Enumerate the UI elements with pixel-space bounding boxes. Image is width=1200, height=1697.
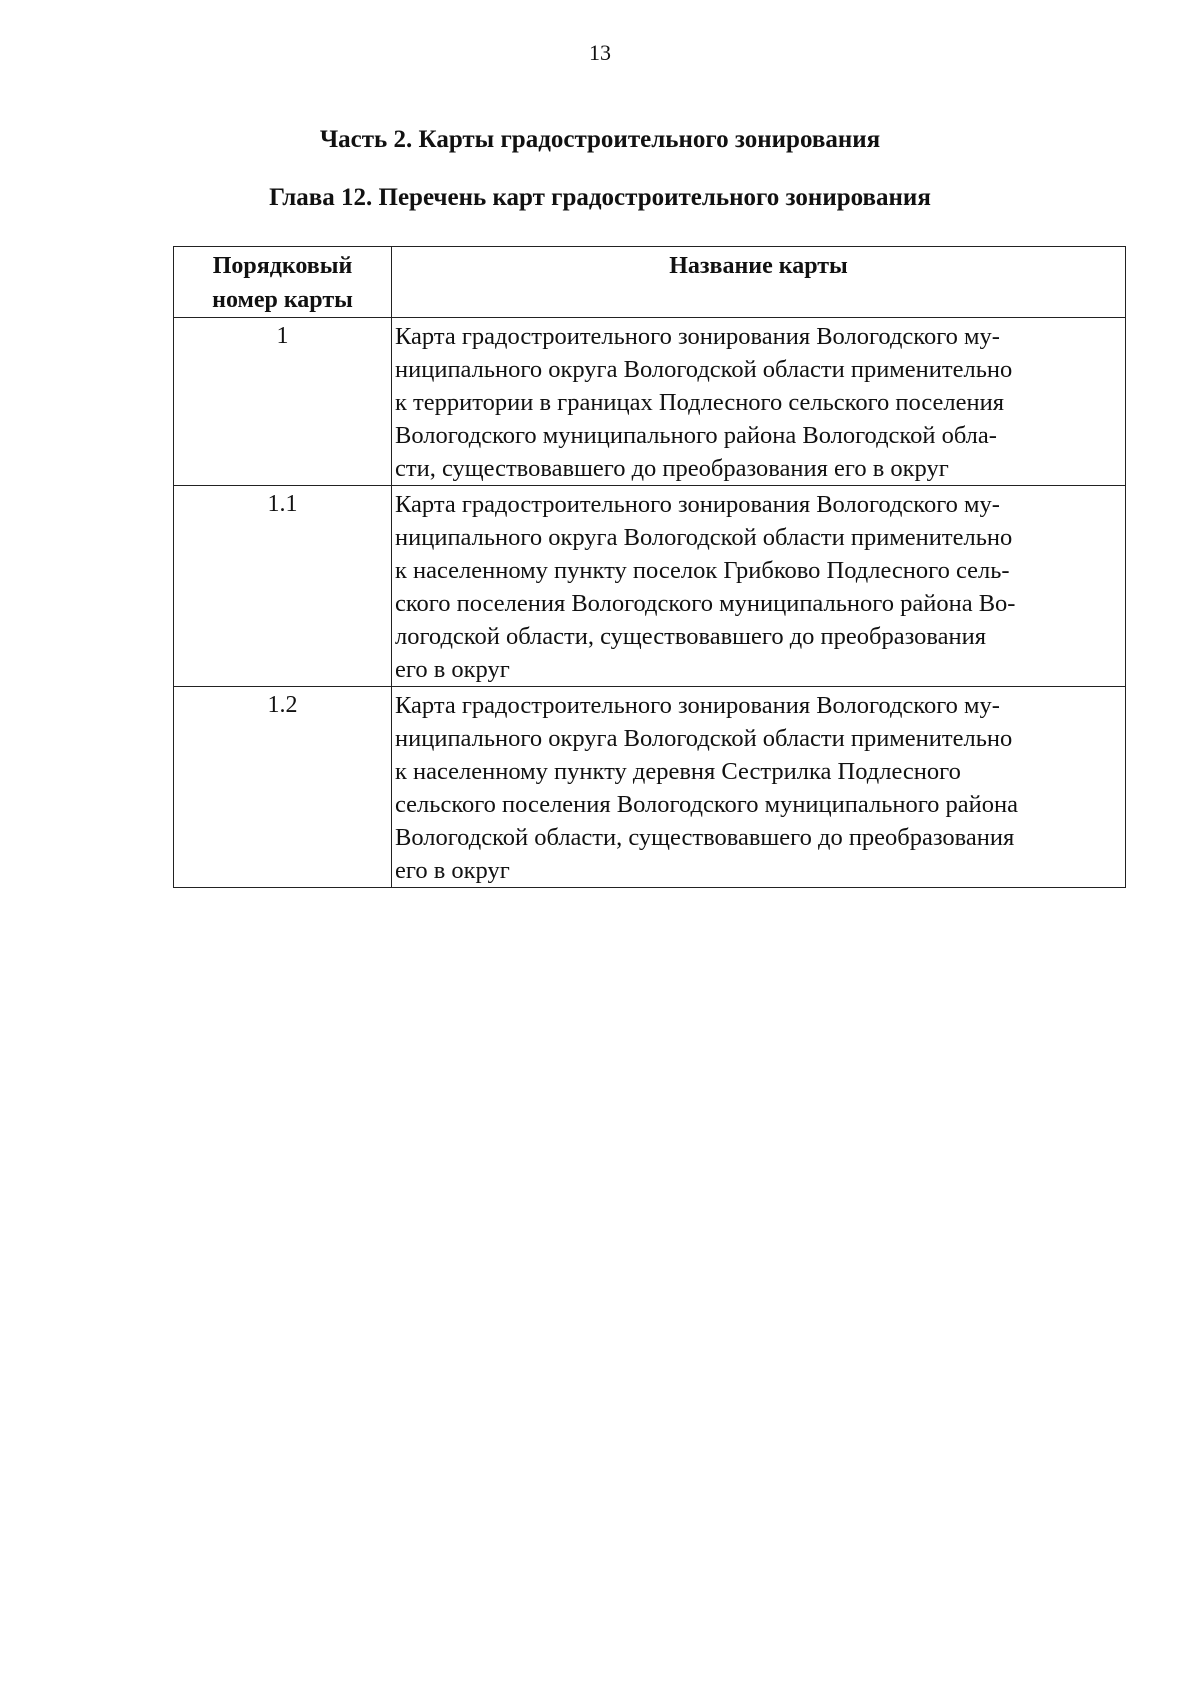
map-name-line: ниципального округа Вологодской области применительно — [395, 356, 1013, 383]
table-row — [174, 486, 1126, 687]
header-map-number — [174, 247, 392, 318]
map-name-line: к населенному пункту поселок Грибково Подлесного сель- — [395, 557, 1010, 584]
map-name-line: Карта градостроительного зонирования Вологодского му- — [395, 692, 1000, 719]
map-name-line: Вологодского муниципального района Вологодской обла- — [395, 422, 997, 449]
map-name-line: сельского поселения Вологодского муниципального района — [395, 791, 1019, 818]
map-name-line: Вологодской области, существовавшего до преобразования — [395, 824, 1015, 851]
page-number: 13 — [589, 40, 611, 65]
map-name-line: его в округ — [395, 857, 510, 884]
table-row — [174, 318, 1126, 486]
map-number-cell: 1.1 — [174, 486, 392, 687]
map-name-cell — [392, 486, 1126, 687]
map-name-line: сти, существовавшего до преобразования его в округ — [395, 455, 949, 482]
chapter-title: Глава 12. Перечень карт градостроительного зонирования — [269, 184, 931, 211]
map-name-line: Карта градостроительного зонирования Вологодского му- — [395, 491, 1000, 518]
map-name-line: к территории в границах Подлесного сельского поселения — [395, 389, 1005, 416]
map-name-line: логодской области, существовавшего до преобразования — [395, 623, 987, 650]
map-name-cell — [392, 318, 1126, 486]
table-row — [174, 687, 1126, 888]
map-name-line: Карта градостроительного зонирования Вологодского му- — [395, 323, 1000, 350]
map-name-line: ниципального округа Вологодской области применительно — [395, 524, 1013, 551]
header-map-number-line2: номер карты — [212, 287, 353, 313]
header-map-number-line1: Порядковый — [212, 253, 353, 279]
part-title: Часть 2. Карты градостроительного зонирования — [319, 126, 881, 153]
header-map-name: Название карты — [392, 247, 1126, 318]
table-header-row — [174, 247, 1126, 318]
map-name-line: ниципального округа Вологодской области применительно — [395, 725, 1013, 752]
map-name-cell — [392, 687, 1126, 888]
map-number-cell: 1 — [174, 318, 392, 486]
maps-list-table — [173, 246, 1126, 888]
map-name-line: его в округ — [395, 656, 510, 683]
map-name-line: к населенному пункту деревня Сестрилка Подлесного — [395, 758, 961, 785]
map-name-line: ского поселения Вологодского муниципального района Во- — [395, 590, 1016, 617]
map-number-cell: 1.2 — [174, 687, 392, 888]
